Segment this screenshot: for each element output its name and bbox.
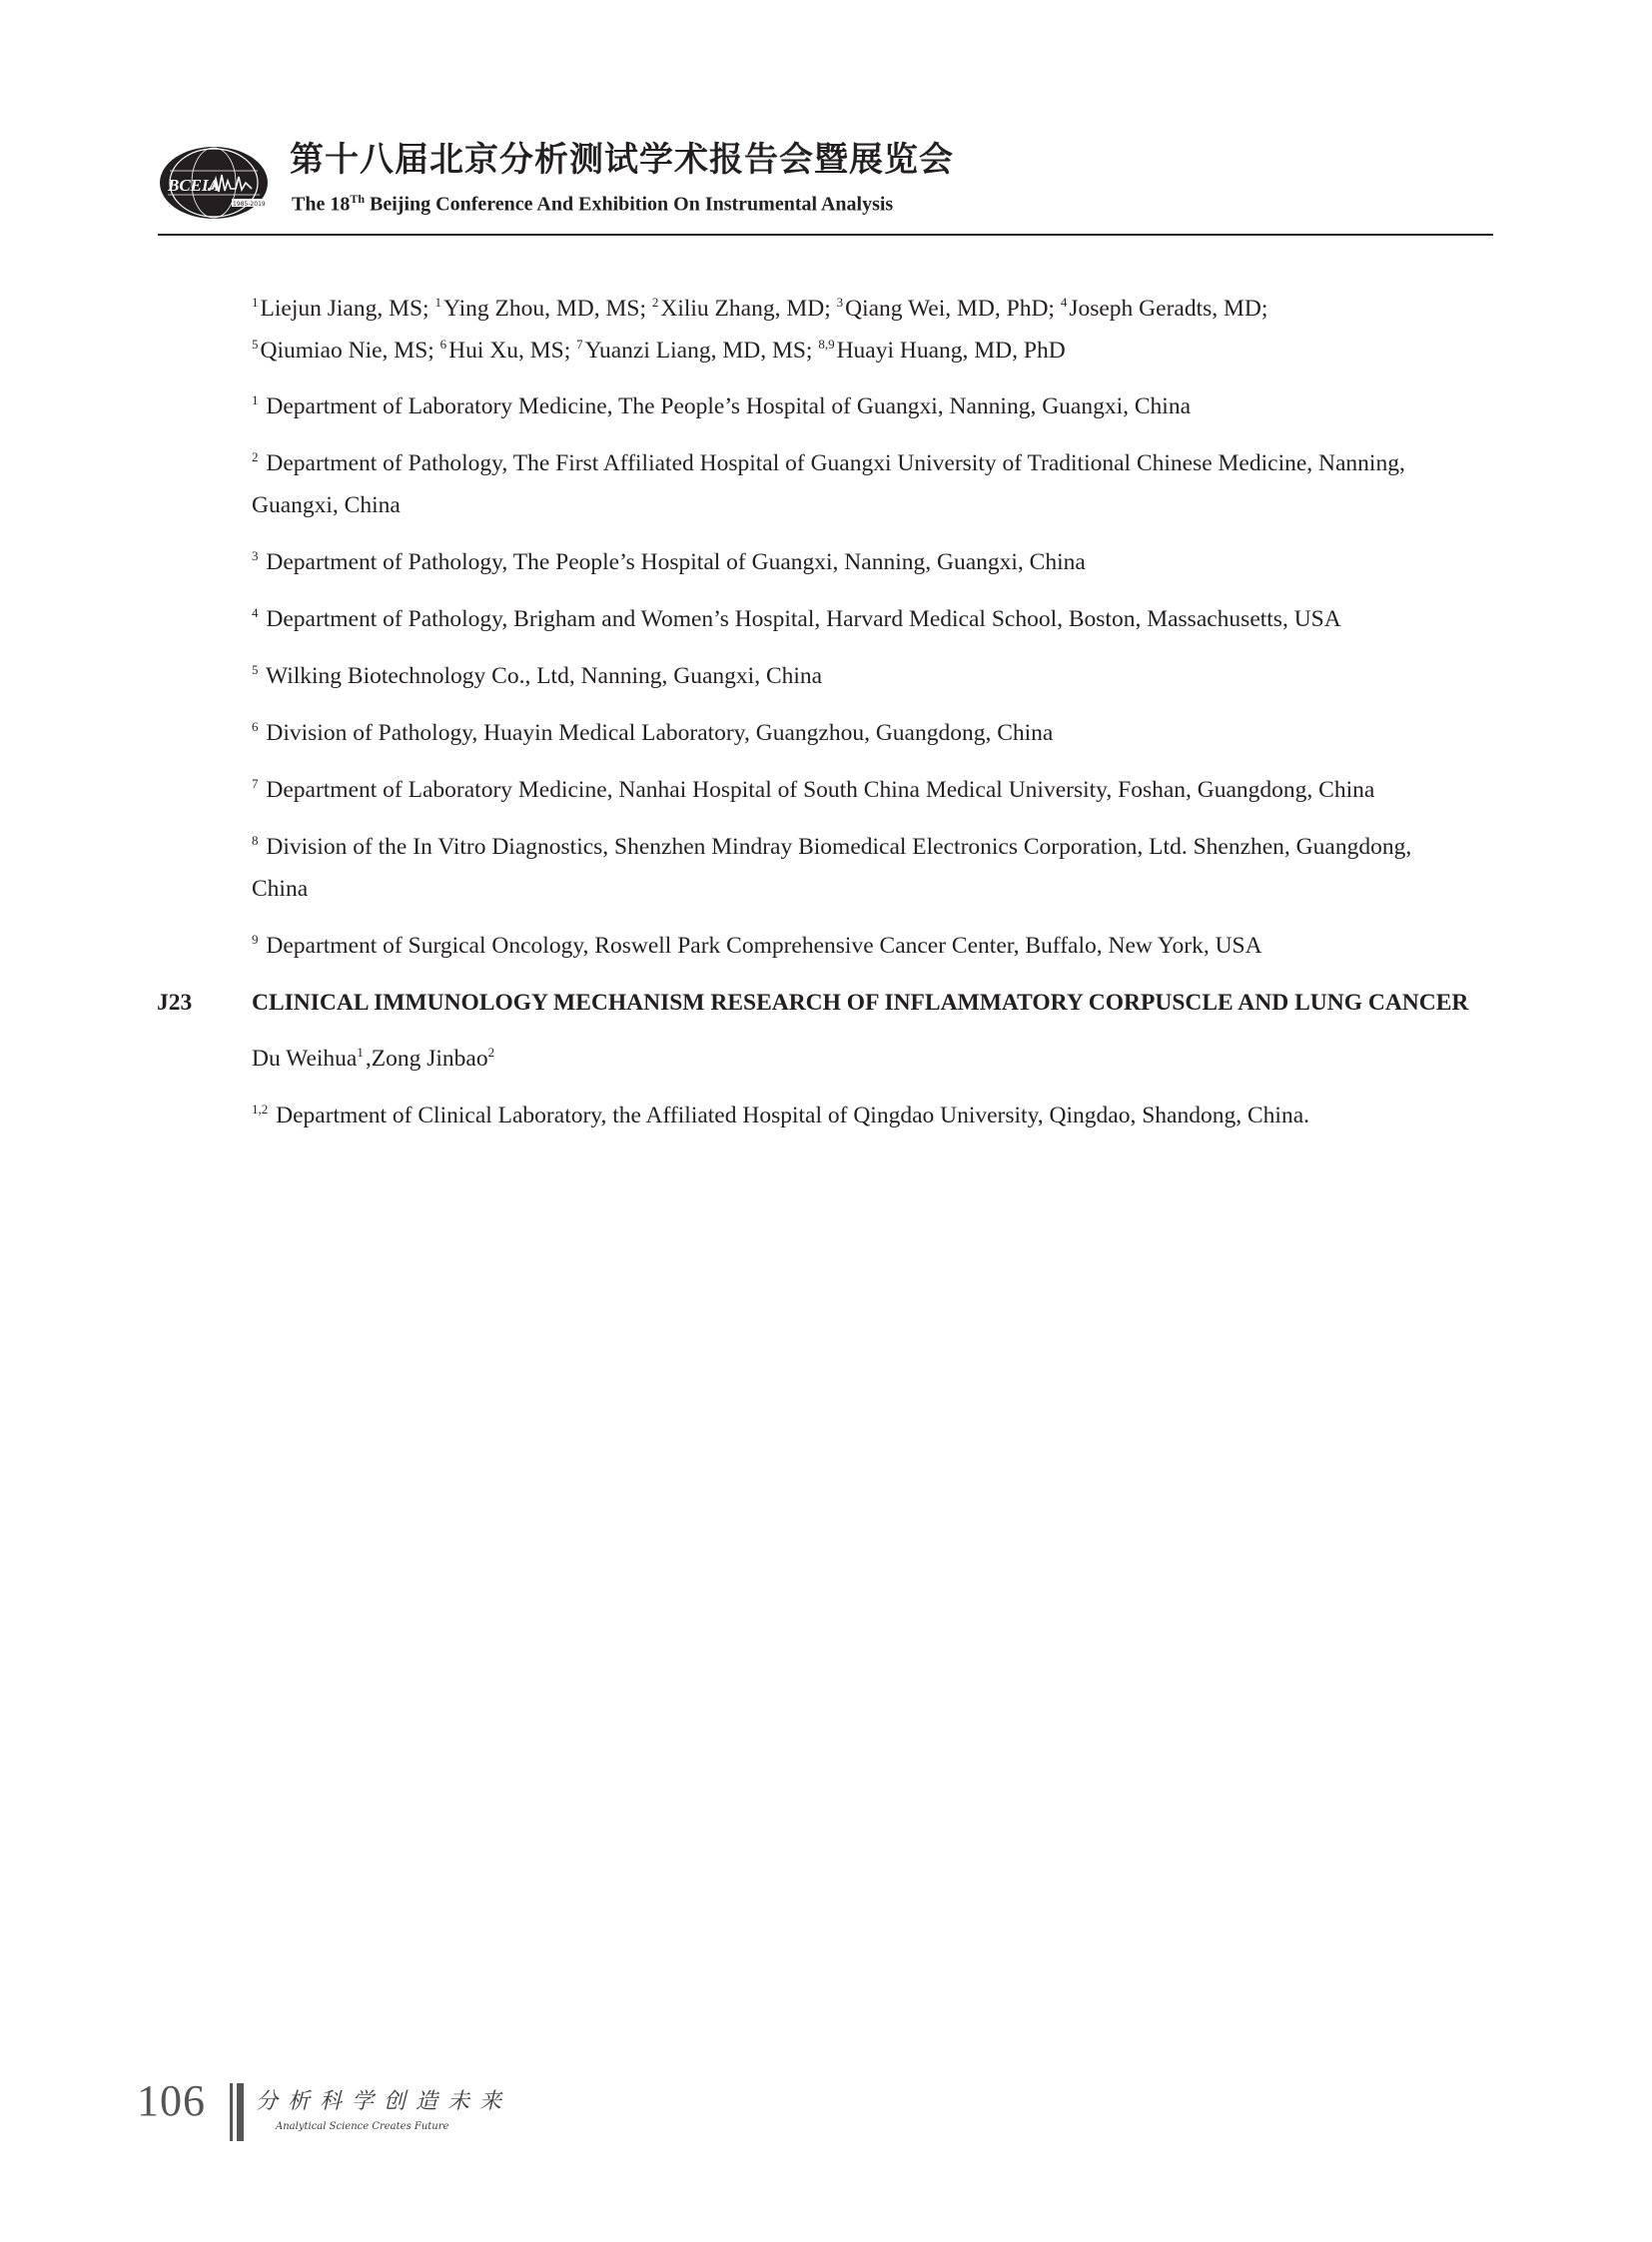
logo-text: BCEIA <box>168 176 220 195</box>
affiliation-text: Division of Pathology, Huayin Medical Laboratory, Guangzhou, Guangdong, China <box>266 720 1054 746</box>
logo-year: 1985-2019 <box>233 201 266 208</box>
abstract-title: CLINICAL IMMUNOLOGY MECHANISM RESEARCH OF INFLAMMATORY CORPUSCLE AND LUNG CANCER <box>252 990 1469 1016</box>
conference-title-en-sup: Th <box>350 192 366 206</box>
affiliation-sup: 3 <box>252 548 259 563</box>
affiliation-item <box>252 385 1470 427</box>
author-name: Qiang Wei, MD, PhD; <box>845 296 1061 322</box>
conference-title-cn: 第十八届北京分析测试学术报告会暨展览会 <box>290 140 954 180</box>
author-sup: 8,9 <box>818 337 835 352</box>
affiliation-item <box>252 826 1470 910</box>
affiliation-item <box>252 712 1470 754</box>
author-sup: 2 <box>487 1045 495 1060</box>
author-name: Liejun Jiang, MS; <box>260 296 435 322</box>
affiliation-sup: 1 <box>252 392 259 407</box>
header-divider <box>158 234 1493 236</box>
affiliation-item <box>252 925 1470 967</box>
affiliation-text: Division of the In Vitro Diagnostics, Shenzhen Mindray Biomedical Electronics Corporation, Ltd. Shenzhen, Guangdong, China <box>252 834 1412 902</box>
affiliation-text: Department of Laboratory Medicine, Nanhai Hospital of South China Medical University, Foshan, Guangdong, China <box>266 777 1375 803</box>
affiliation-sup: 4 <box>252 605 259 620</box>
author-sup: 4 <box>1060 295 1068 310</box>
conference-title-en-suffix: Beijing Conference And Exhibition On Instrumental Analysis <box>365 193 894 216</box>
author-sup: 2 <box>651 295 659 310</box>
affiliation-text: Department of Surgical Oncology, Roswell Park Comprehensive Cancer Center, Buffalo, New York, USA <box>266 933 1262 959</box>
affiliation-item <box>252 655 1470 697</box>
footer-slogan-en: Analytical Science Creates Future <box>276 2121 449 2132</box>
affiliation-text: Department of Pathology, The First Affiliated Hospital of Guangxi University of Traditional Chinese Medicine, Nanning, Guangxi, China <box>252 450 1405 518</box>
author-name: Hui Xu, MS; <box>448 338 577 364</box>
author-name: Ying Zhou, MD, MS; <box>442 296 652 322</box>
author-name: Qiumiao Nie, MS; <box>260 338 440 364</box>
affiliation-text: Department of Laboratory Medicine, The People’s Hospital of Guangxi, Nanning, Guangxi, China <box>266 393 1192 419</box>
author-sup: 7 <box>576 337 583 352</box>
author-sup: 1 <box>252 295 259 310</box>
author-name: Du Weihua <box>252 1046 358 1072</box>
affiliation-sup: 5 <box>252 662 259 677</box>
affiliation-item <box>252 541 1470 583</box>
author-sup: 1 <box>357 1045 364 1060</box>
abstract-header <box>157 982 1470 1024</box>
footer-divider-thin <box>230 2083 233 2141</box>
author-name: Huayi Huang, MD, PhD <box>836 338 1066 364</box>
prev-abstract-authors <box>252 288 1470 372</box>
abstract-authors <box>252 1038 1470 1080</box>
footer-divider-thick <box>237 2083 244 2141</box>
affiliation-text: Department of Pathology, The People’s Hospital of Guangxi, Nanning, Guangxi, China <box>266 549 1086 575</box>
affiliation-sup: 9 <box>252 932 259 947</box>
page-content <box>157 288 1470 1151</box>
author-sup: 6 <box>439 337 447 352</box>
abstract-id: J23 <box>157 990 193 1016</box>
affiliation-text: Wilking Biotechnology Co., Ltd, Nanning, Guangxi, China <box>265 663 823 689</box>
author-name: Xiliu Zhang, MD; <box>660 296 837 322</box>
author-name: ,Zong Jinbao <box>365 1046 488 1072</box>
affiliation-text: Department of Clinical Laboratory, the Affiliated Hospital of Qingdao University, Qingdao, Shandong, China. <box>276 1103 1309 1128</box>
author-sup: 1 <box>434 295 441 310</box>
affiliation-sup: 1,2 <box>252 1102 269 1117</box>
affiliation-sup: 2 <box>252 449 259 464</box>
affiliation-text: Department of Pathology, Brigham and Women’s Hospital, Harvard Medical School, Boston, Massachusetts, USA <box>266 606 1341 632</box>
affiliation-item <box>252 598 1470 640</box>
footer-slogan-cn: 分析科学创造未来 <box>256 2089 512 2114</box>
author-sup: 3 <box>836 295 844 310</box>
conference-title-en <box>292 193 893 215</box>
affiliation-item <box>252 442 1470 526</box>
author-name: Joseph Geradts, MD; <box>1069 296 1268 322</box>
affiliation-sup: 6 <box>252 719 259 734</box>
bceia-logo <box>158 145 270 221</box>
affiliation-item <box>252 769 1470 811</box>
author-sup: 5 <box>252 337 259 352</box>
page-number: 106 <box>137 2076 206 2125</box>
affiliation-sup: 8 <box>252 833 259 848</box>
affiliation-sup: 7 <box>252 776 259 791</box>
author-name: Yuanzi Liang, MD, MS; <box>584 338 819 364</box>
conference-title-en-prefix: The 18 <box>292 193 351 216</box>
abstract-affiliation <box>252 1095 1470 1136</box>
